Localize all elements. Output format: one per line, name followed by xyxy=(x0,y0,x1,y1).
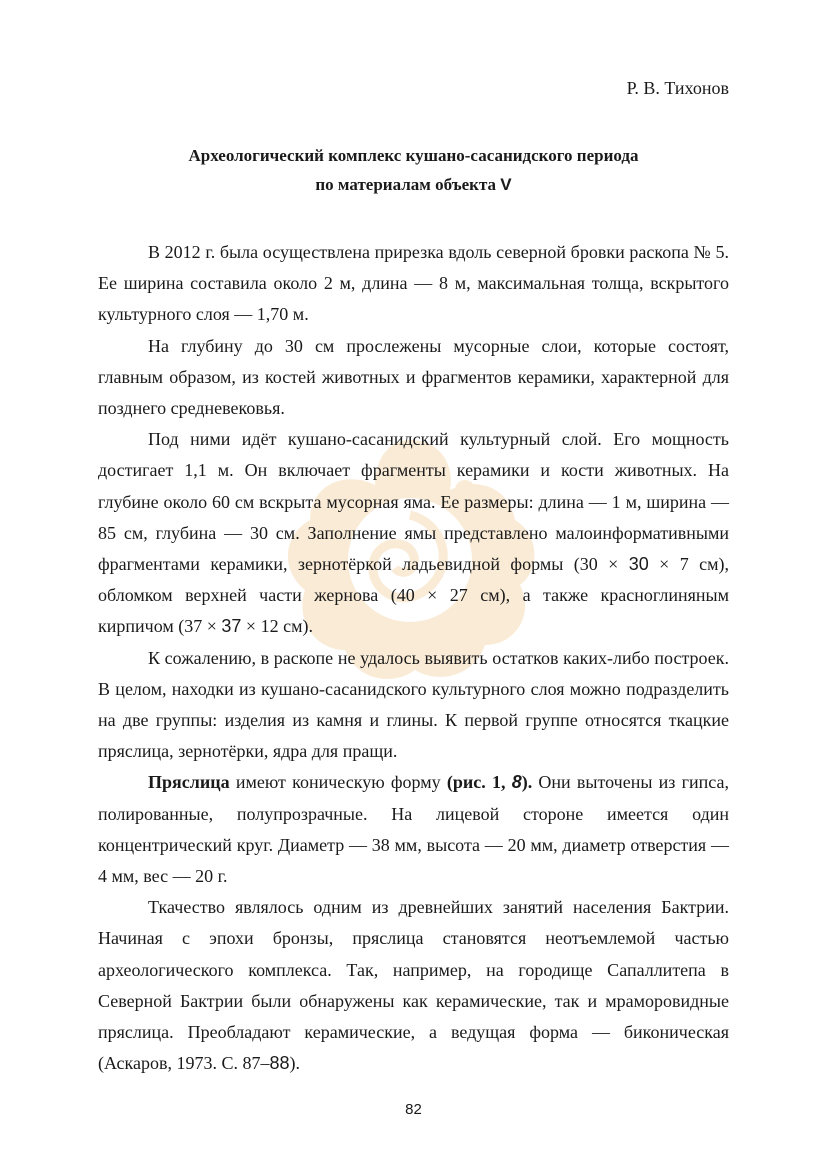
title-object-number: V xyxy=(500,175,512,194)
article-title xyxy=(98,141,729,199)
title-line-2 xyxy=(98,170,729,199)
article-body xyxy=(98,237,729,1079)
page-number: 82 xyxy=(405,1101,422,1118)
paragraph-5 xyxy=(98,767,729,892)
paragraph-6-text-a: Ткачество являлось одним из древнейших занятий населения Бактрии. Начиная с эпохи бронзы, пряслица становятся неотъемлемой частью археологического комплекса. Так, например, на городище Сапаллитепа в Северной Бактрии были обнаружены как керамические, так и мраморовидные пряслица. Преобладают керамические, а ведущая форма — биконическая (Аскаров, 1973. С. 87– xyxy=(98,897,729,1074)
figure-reference-number: 8 xyxy=(511,772,522,793)
term-spindle-whorls: Пряслица xyxy=(148,772,230,793)
paragraph-6-number: 88 xyxy=(269,1053,290,1074)
figure-reference xyxy=(447,772,532,792)
paragraph-3-text-a: Под ними идёт кушано-сасанидский культурный слой. Его мощность достигает 1,1 м. Он включает фрагменты керамики и кости животных. На глубине около 60 см вскрыта мусорная яма. Ее размеры: длина — 1 м, ширина — 85 см, глубина — 30 см. Заполнение ямы представлено малоинформативными фрагментами керамики, зернотёркой ладьевидной формы (30 × xyxy=(98,429,729,575)
paragraph-6 xyxy=(98,892,729,1079)
paragraph-3-number-2: 37 xyxy=(221,616,242,637)
author-name: Р. В. Тихонов xyxy=(626,78,729,98)
figure-reference-close: ). xyxy=(521,772,533,793)
title-line-1: Археологический комплекс кушано-сасанидского периода xyxy=(188,146,639,165)
paragraph-3-number-1: 30 xyxy=(628,554,649,575)
title-line-2-text: по материалам объекта xyxy=(315,175,497,194)
paragraph-3-text-c: × 12 см). xyxy=(241,616,313,637)
paragraph-3-text-b: × 7 см), обломком верхней части жернова (40 × 27 см), а также красноглиняным кирпичом (37 × xyxy=(98,554,729,637)
paragraph-5-text-a: имеют коническую форму xyxy=(229,772,447,793)
paragraph-6-text-b: ). xyxy=(289,1053,301,1074)
figure-reference-label: (рис. 1, xyxy=(446,772,512,793)
paragraph-4: К сожалению, в раскопе не удалось выявить остатков каких-либо построек. В целом, находки из кушано-сасанидского культурного слоя можно подразделить на две группы: изделия из камня и глины. К первой группе относятся ткацкие пряслица, зернотёрки, ядра для пращи. xyxy=(98,647,729,762)
paragraph-3 xyxy=(98,424,729,642)
paragraph-2: На глубину до 30 см прослежены мусорные слои, которые состоят, главным образом, из костей животных и фрагментов керамики, характерной для позднего средневековья. xyxy=(98,335,729,419)
paragraph-5-text-b: Они выточены из гипса, полированные, полупрозрачные. На лицевой стороне имеется один концентрический круг. Диаметр — 38 мм, высота — 20 мм, диаметр отверстия — 4 мм, вес — 20 г. xyxy=(98,772,729,887)
paragraph-1: В 2012 г. была осуществлена прирезка вдоль северной бровки раскопа № 5. Ее ширина составила около 2 м, длина — 8 м, максимальная толща, вскрытого культурного слоя — 1,70 м. xyxy=(98,242,729,325)
